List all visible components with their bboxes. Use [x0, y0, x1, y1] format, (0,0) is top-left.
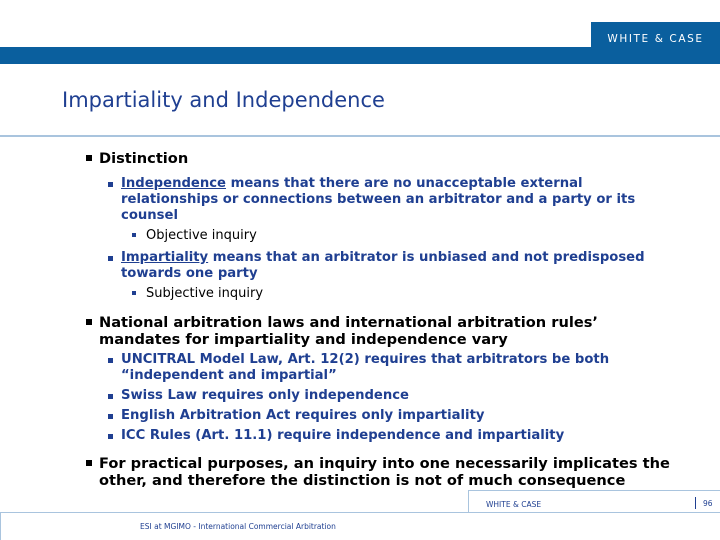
bullet-text: English Arbitration Act requires only impartiality — [121, 408, 485, 423]
bullet-english-act — [108, 408, 676, 424]
bullet-text: ICC Rules (Art. 11.1) require independence and impartiality — [121, 428, 565, 443]
white-case-logo: WHITE & CASE — [591, 22, 720, 56]
page-number: 96 — [703, 499, 713, 508]
square-bullet-icon — [132, 233, 136, 237]
bullet-practical-purposes — [86, 455, 676, 489]
footer-brand: WHITE & CASE — [486, 500, 542, 509]
term-independence: Independence — [121, 176, 226, 191]
bullet-icc-rules — [108, 428, 676, 444]
bullet-text: Swiss Law requires only independence — [121, 388, 410, 403]
footer-divider — [0, 512, 1, 540]
footer-divider — [468, 490, 469, 512]
bullet-uncitral — [108, 352, 676, 384]
footer-divider — [468, 490, 720, 491]
bullet-text: UNCITRAL Model Law, Art. 12(2) requires that arbitrators be both “independent and impartial” — [121, 352, 610, 383]
square-bullet-icon — [86, 319, 92, 325]
bullet-independence-definition — [108, 176, 676, 224]
square-bullet-icon — [108, 182, 113, 187]
bullet-text: For practical purposes, an inquiry into one necessarily implicates the other, and therefore the distinction is not of much consequence — [99, 455, 670, 489]
square-bullet-icon — [108, 358, 113, 363]
page-number-separator — [695, 497, 696, 509]
bullet-text: Distinction — [99, 150, 189, 167]
bullet-swiss-law — [108, 388, 676, 404]
footer-course-title: ESI at MGIMO - International Commercial Arbitration — [140, 522, 336, 531]
square-bullet-icon — [108, 394, 113, 399]
square-bullet-icon — [86, 460, 92, 466]
bullet-text: National arbitration laws and international arbitration rules’ mandates for impartiality and independence vary — [99, 314, 598, 348]
term-impartiality: Impartiality — [121, 250, 209, 265]
bullet-text: means that there are no unacceptable external relationships or connections between an arbitrator and a party or its counsel — [121, 176, 636, 223]
slide-content — [86, 150, 676, 489]
bullet-impartiality-definition — [108, 250, 676, 282]
square-bullet-icon — [108, 256, 113, 261]
square-bullet-icon — [108, 414, 113, 419]
bullet-text: Objective inquiry — [146, 228, 257, 243]
square-bullet-icon — [108, 434, 113, 439]
bullet-distinction — [86, 150, 676, 167]
square-bullet-icon — [86, 155, 92, 161]
bullet-subjective-inquiry — [132, 286, 676, 302]
bullet-objective-inquiry — [132, 228, 676, 244]
bullet-text: means that an arbitrator is unbiased and not predisposed towards one party — [121, 250, 645, 281]
bullet-national-laws — [86, 314, 676, 348]
slide-title: Impartiality and Independence — [62, 88, 385, 112]
title-divider — [0, 135, 720, 137]
square-bullet-icon — [132, 291, 136, 295]
footer-bar — [0, 512, 720, 540]
bullet-text: Subjective inquiry — [146, 286, 264, 301]
